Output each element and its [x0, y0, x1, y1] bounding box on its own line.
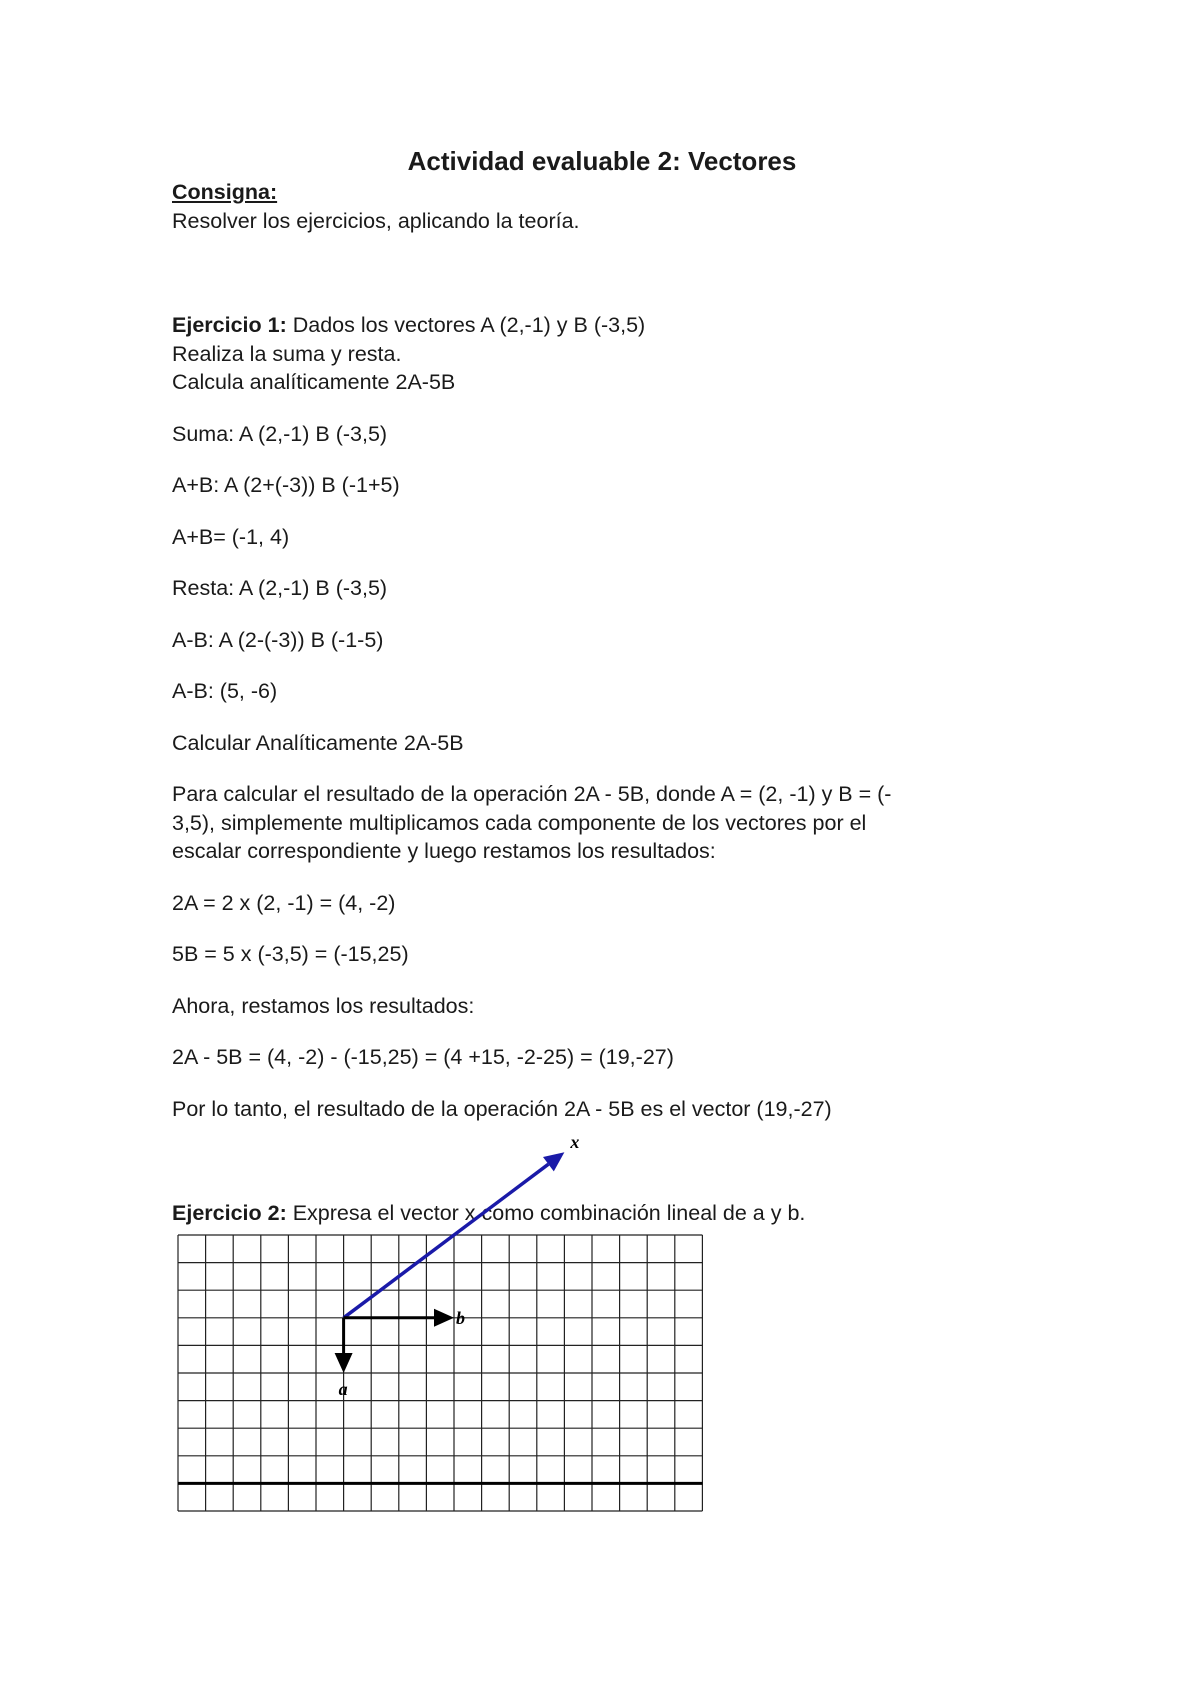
ej1-suma-op: A+B: A (2+(-3)) B (-1+5)	[172, 473, 400, 497]
vector-a-head	[335, 1353, 353, 1373]
ej1-suma: Suma: A (2,-1) B (-3,5)	[172, 421, 388, 446]
spacer	[172, 706, 1032, 729]
document-body	[172, 138, 1032, 1228]
ej1-para-line1: Para calcular el resultado de la operación 2A - 5B, donde A = (2, -1) y B = (-	[172, 782, 892, 806]
spacer	[172, 1020, 1032, 1043]
spacer	[172, 917, 1032, 940]
spacer	[172, 551, 1032, 574]
ej1-label: Ejercicio 1:	[172, 313, 287, 337]
spacer	[172, 654, 1032, 677]
ej1-para-line2: 3,5), simplemente multiplicamos cada componente de los vectores por el	[172, 810, 867, 835]
ej1-suma-res: A+B= (-1, 4)	[172, 524, 290, 549]
ej1-calc-title: Calcular Analíticamente 2A-5B	[172, 730, 464, 755]
ej2-label: Ejercicio 2:	[172, 1201, 287, 1225]
vector-b-label: b	[456, 1307, 465, 1328]
spacer	[172, 757, 1032, 780]
spacer	[172, 969, 1032, 992]
consigna-label: Consigna:	[172, 180, 278, 204]
ej1-heading	[172, 311, 1032, 340]
ej1-para-line3: escalar correspondiente y luego restamos los resultados:	[172, 839, 716, 863]
spacer	[172, 500, 1032, 523]
ej2-heading	[172, 1199, 1032, 1228]
spacer	[172, 235, 1032, 311]
ej1-eq-5b: 5B = 5 x (-3,5) = (-15,25)	[172, 942, 409, 966]
ej1-conclusion: Por lo tanto, el resultado de la operación 2A - 5B es el vector (19,-27)	[172, 1096, 832, 1121]
ej1-line3: Calcula analíticamente 2A-5B	[172, 370, 456, 394]
vector-x-label: x	[570, 1132, 580, 1153]
ej1-resta-op: A-B: A (2-(-3)) B (-1-5)	[172, 627, 384, 652]
ej1-intro: Dados los vectores A (2,-1) y B (-3,5)	[286, 313, 646, 337]
vector-b-head	[434, 1309, 454, 1327]
spacer	[172, 1072, 1032, 1095]
vector-a-label: a	[338, 1379, 348, 1399]
spacer	[172, 448, 1032, 471]
ej1-ahora: Ahora, restamos los resultados:	[172, 993, 475, 1018]
page-title: Actividad evaluable 2: Vectores	[407, 146, 797, 176]
spacer	[172, 1123, 1032, 1199]
ej1-eq-2a: 2A = 2 x (2, -1) = (4, -2)	[172, 890, 396, 915]
spacer	[172, 603, 1032, 626]
ej1-eq-final: 2A - 5B = (4, -2) - (-15,25) = (4 +15, -2-25) = (19,-27)	[172, 1045, 674, 1069]
ej1-resta-res: A-B: (5, -6)	[172, 679, 278, 703]
spacer	[172, 397, 1032, 420]
ej1-resta: Resta: A (2,-1) B (-3,5)	[172, 576, 388, 600]
spacer	[172, 866, 1032, 889]
consigna-text: Resolver los ejercicios, aplicando la teoría.	[172, 208, 580, 233]
ej1-line2: Realiza la suma y resta.	[172, 341, 402, 366]
grid-lines	[178, 1235, 702, 1511]
ej2-text: Expresa el vector x como combinación lineal de a y b.	[286, 1201, 806, 1225]
